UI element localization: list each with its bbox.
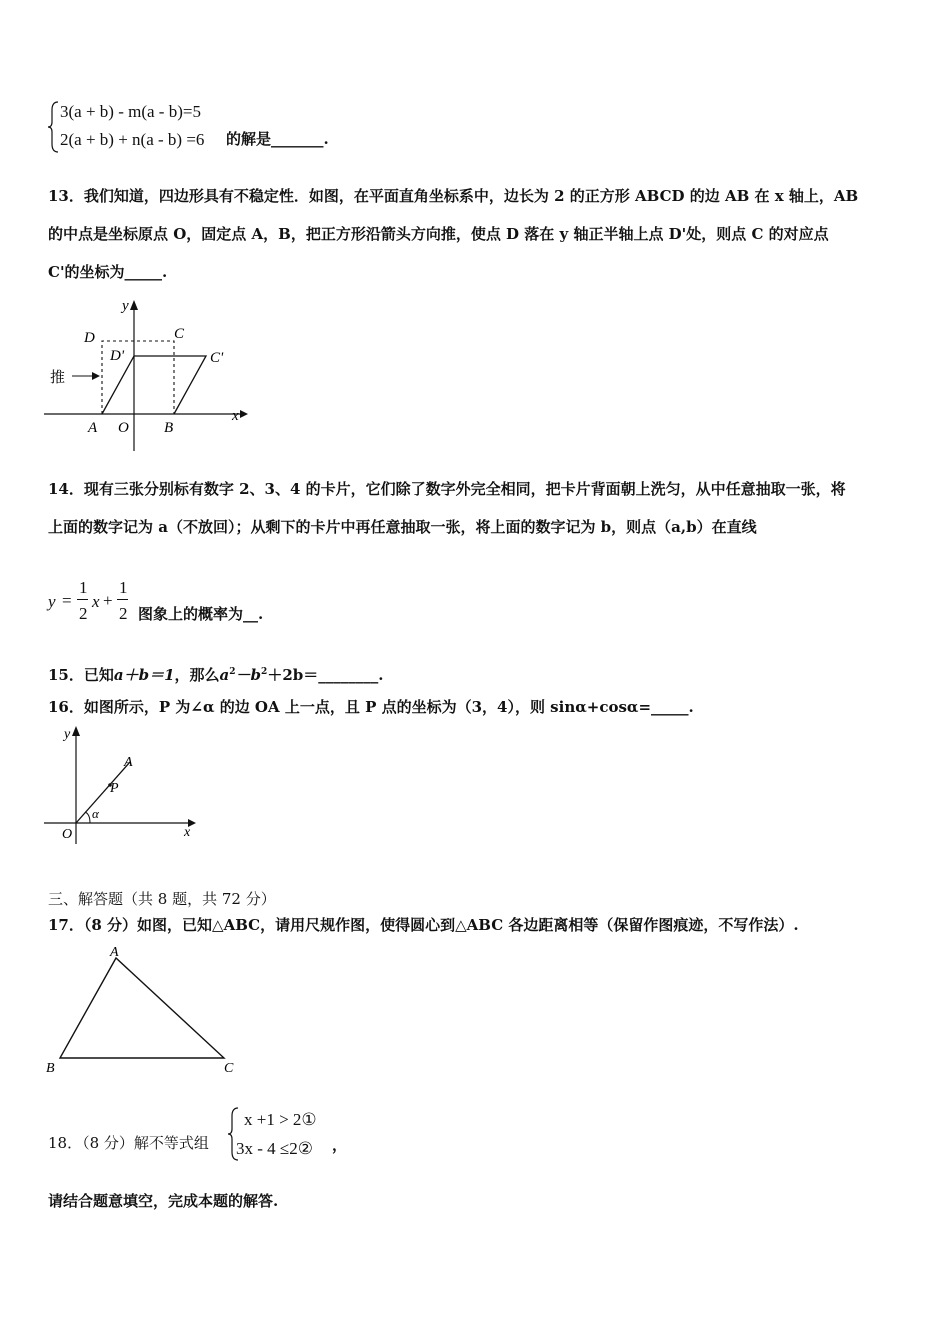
q15-a: a: [219, 666, 230, 684]
q15-line: [48, 663, 383, 684]
q18-ineq2: 3x - 4 ≤2②: [236, 1139, 313, 1158]
q16-label-a: A: [124, 755, 133, 770]
q12-brace: [48, 100, 60, 154]
q17-label-c: C: [224, 1061, 234, 1076]
q16-label-alpha: α: [92, 806, 99, 821]
q18-comma: ，: [332, 1136, 348, 1154]
q13-line1: 13．我们知道，四边形具有不稳定性．如图，在平面直角坐标系中，边长为 2 的正方形 ABCD 的边 AB 在 x 轴上，AB: [48, 187, 859, 205]
q17-label-a: A: [110, 945, 119, 960]
q16-line: 16．如图所示，P 为∠α 的边 OA 上一点，且 P 点的坐标为（3，4），则 sinα+cosα=_____.: [48, 698, 694, 716]
q13-label-c-prime: C': [210, 350, 224, 366]
q14-num1: 1: [79, 578, 88, 597]
q18-ineq1: x +1 > 2①: [244, 1110, 317, 1129]
q14-frac1-bar: [77, 599, 88, 600]
q18-prefix: 18．（8 分）解不等式组: [48, 1134, 209, 1152]
q18-system: [228, 1106, 368, 1164]
q14-line2: 上面的数字记为 a（不放回）；从剩下的卡片中再任意抽取一张，将上面的数字记为 b，则点（a,b）在直线: [48, 518, 757, 536]
q13-label-o: O: [118, 420, 129, 436]
q16-label-y: y: [64, 727, 71, 742]
q16-figure: [44, 722, 204, 852]
q18-line2: 请结合题意填空，完成本题的解答.: [48, 1192, 279, 1210]
q13-figure: [44, 296, 254, 456]
q17-figure: [44, 942, 244, 1077]
q14-line1: 14．现有三张分别标有数字 2、3、4 的卡片，它们除了数字外完全相同，把卡片背面朝上洗匀，从中任意抽取一张，将: [48, 480, 846, 498]
q13-y-arrow: [130, 300, 138, 310]
q15-mid: ，那么: [174, 666, 220, 684]
q13-label-x: x: [232, 408, 239, 424]
q17-label-b: B: [46, 1061, 55, 1076]
q15-tail: ________.: [318, 666, 384, 684]
q15-plus2b: ＋2b＝: [267, 666, 319, 684]
q12-tail: 的解是_______.: [226, 130, 329, 148]
q16-label-p: P: [110, 781, 119, 796]
q17-line: 17．（8 分）如图，已知△ABC，请用尺规作图，使得圆心到△ABC 各边距离相等（保留作图痕迹，不写作法）.: [48, 916, 799, 934]
q12-system: [48, 100, 348, 156]
q16-label-x: x: [184, 825, 191, 840]
q14-den1: 2: [79, 604, 88, 623]
q13-label-d-prime: D': [110, 348, 125, 364]
q13-line3: C'的坐标为_____.: [48, 263, 168, 281]
q13-label-c: C: [174, 326, 185, 342]
q14-plus: +: [103, 591, 113, 610]
q14-tail: 图象上的概率为__.: [138, 605, 264, 623]
q16-label-o: O: [62, 827, 73, 842]
q14-frac2-bar: [117, 599, 128, 600]
q12-eq1: 3(a + b) - m(a - b)=5: [60, 102, 201, 121]
q14-x: x: [92, 592, 100, 611]
q12-eq2: 2(a + b) + n(a - b) =6: [60, 130, 205, 149]
q13-label-a: A: [88, 420, 98, 436]
q17-triangle: [60, 958, 224, 1058]
q16-angle-arc: [85, 812, 90, 823]
q14-formula: [48, 578, 308, 628]
q15-prefix: 15．已知: [48, 666, 114, 684]
q13-line2: 的中点是坐标原点 O，固定点 A，B，把正方形沿箭头方向推，使点 D 落在 y 轴正半轴上点 D'处，则点 C 的对应点: [48, 225, 829, 243]
q13-parallelogram: [102, 356, 206, 414]
q15-condition: a＋b＝1: [113, 666, 175, 684]
q14-y: y: [48, 592, 56, 611]
q15-sup-a: 2: [229, 667, 236, 677]
section3-title: 三、解答题（共 8 题，共 72 分）: [48, 890, 276, 908]
q15-sup-b: 2: [261, 667, 268, 677]
q14-den2: 2: [119, 604, 128, 623]
q13-x-arrow: [240, 410, 248, 418]
q16-ray-oa: [76, 762, 130, 823]
q14-eq: =: [62, 591, 72, 610]
q13-label-y: y: [122, 298, 129, 314]
q14-num2: 1: [119, 578, 128, 597]
q13-label-b: B: [164, 420, 174, 436]
q15-minus-b: －b: [235, 666, 262, 684]
q13-label-d: D: [84, 330, 95, 346]
q13-label-push: 推: [50, 368, 66, 386]
